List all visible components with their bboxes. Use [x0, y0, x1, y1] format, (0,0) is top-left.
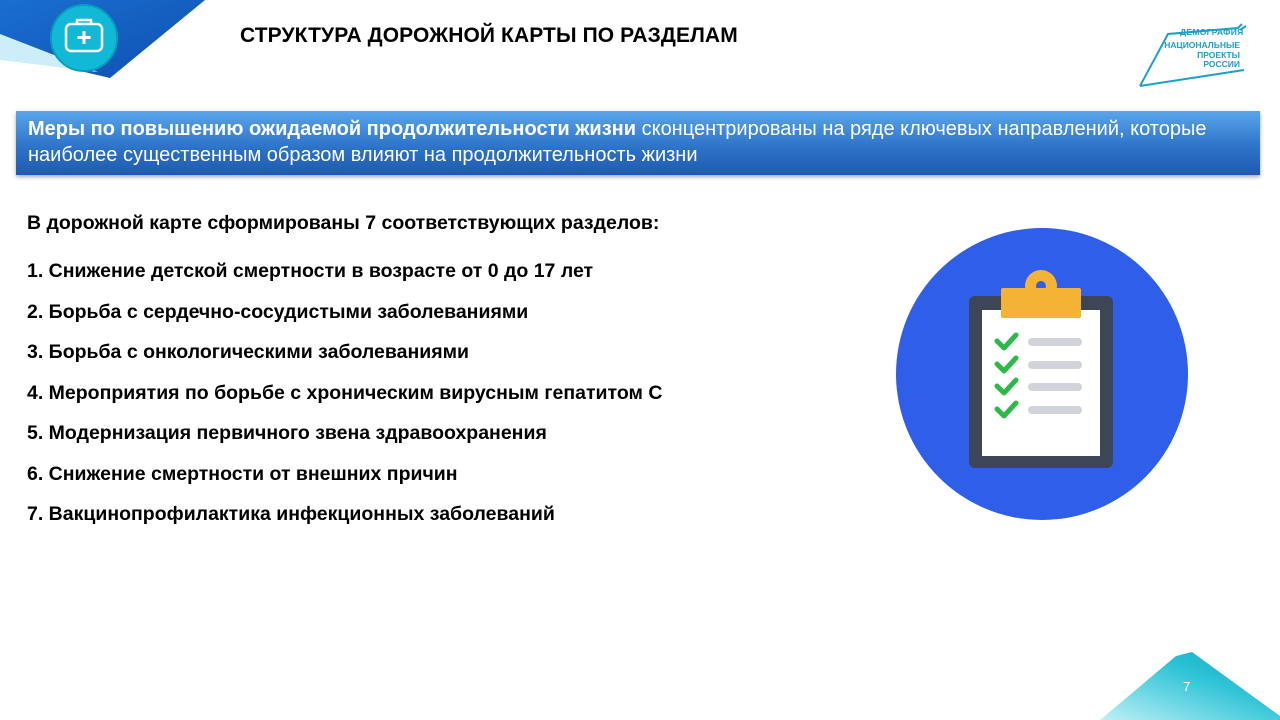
- page-title: СТРУКТУРА ДОРОЖНОЙ КАРТЫ ПО РАЗДЕЛАМ: [240, 24, 738, 47]
- clipboard-checklist-icon: [896, 228, 1188, 520]
- section-item: 5. Модернизация первичного звена здравоохранения: [27, 422, 547, 444]
- section-item: 4. Мероприятия по борьбе с хроническим вирусным гепатитом С: [27, 381, 663, 404]
- logo-line-1: НАЦИОНАЛЬНЫЕ: [1164, 40, 1240, 50]
- section-item: 2. Борьба с сердечно-сосудистыми заболеваниями: [27, 300, 529, 323]
- sections-list: [27, 260, 662, 544]
- banner-text: [28, 116, 1248, 168]
- logo-text: [1150, 41, 1240, 70]
- medical-kit-icon: [46, 4, 122, 72]
- key-message-banner: [16, 111, 1260, 175]
- banner-bold-text: Меры по повышению ожидаемой продолжительности жизни: [28, 118, 637, 140]
- section-item: 1. Снижение детской смертности в возрасте от 0 до 17 лет: [27, 260, 594, 282]
- sections-intro: В дорожной карте сформированы 7 соответствующих разделов:: [27, 212, 660, 234]
- section-item: 6. Снижение смертности от внешних причин: [27, 462, 458, 485]
- logo-caption: ДЕМОГРАФИЯ: [1180, 27, 1244, 37]
- logo-line-2: ПРОЕКТЫ: [1197, 49, 1240, 60]
- section-item: 7. Вакцинопрофилактика инфекционных заболеваний: [27, 503, 555, 525]
- section-item: 3. Борьба с онкологическими заболеваниями: [27, 341, 470, 363]
- page-number: 7: [1183, 679, 1191, 694]
- banner-regular-text: сконцентрированы на ряде ключевых направлений, которые наиболее существенным образом влияют на продолжительность жизни: [28, 118, 1207, 166]
- logo-line-3: РОССИИ: [1203, 59, 1240, 69]
